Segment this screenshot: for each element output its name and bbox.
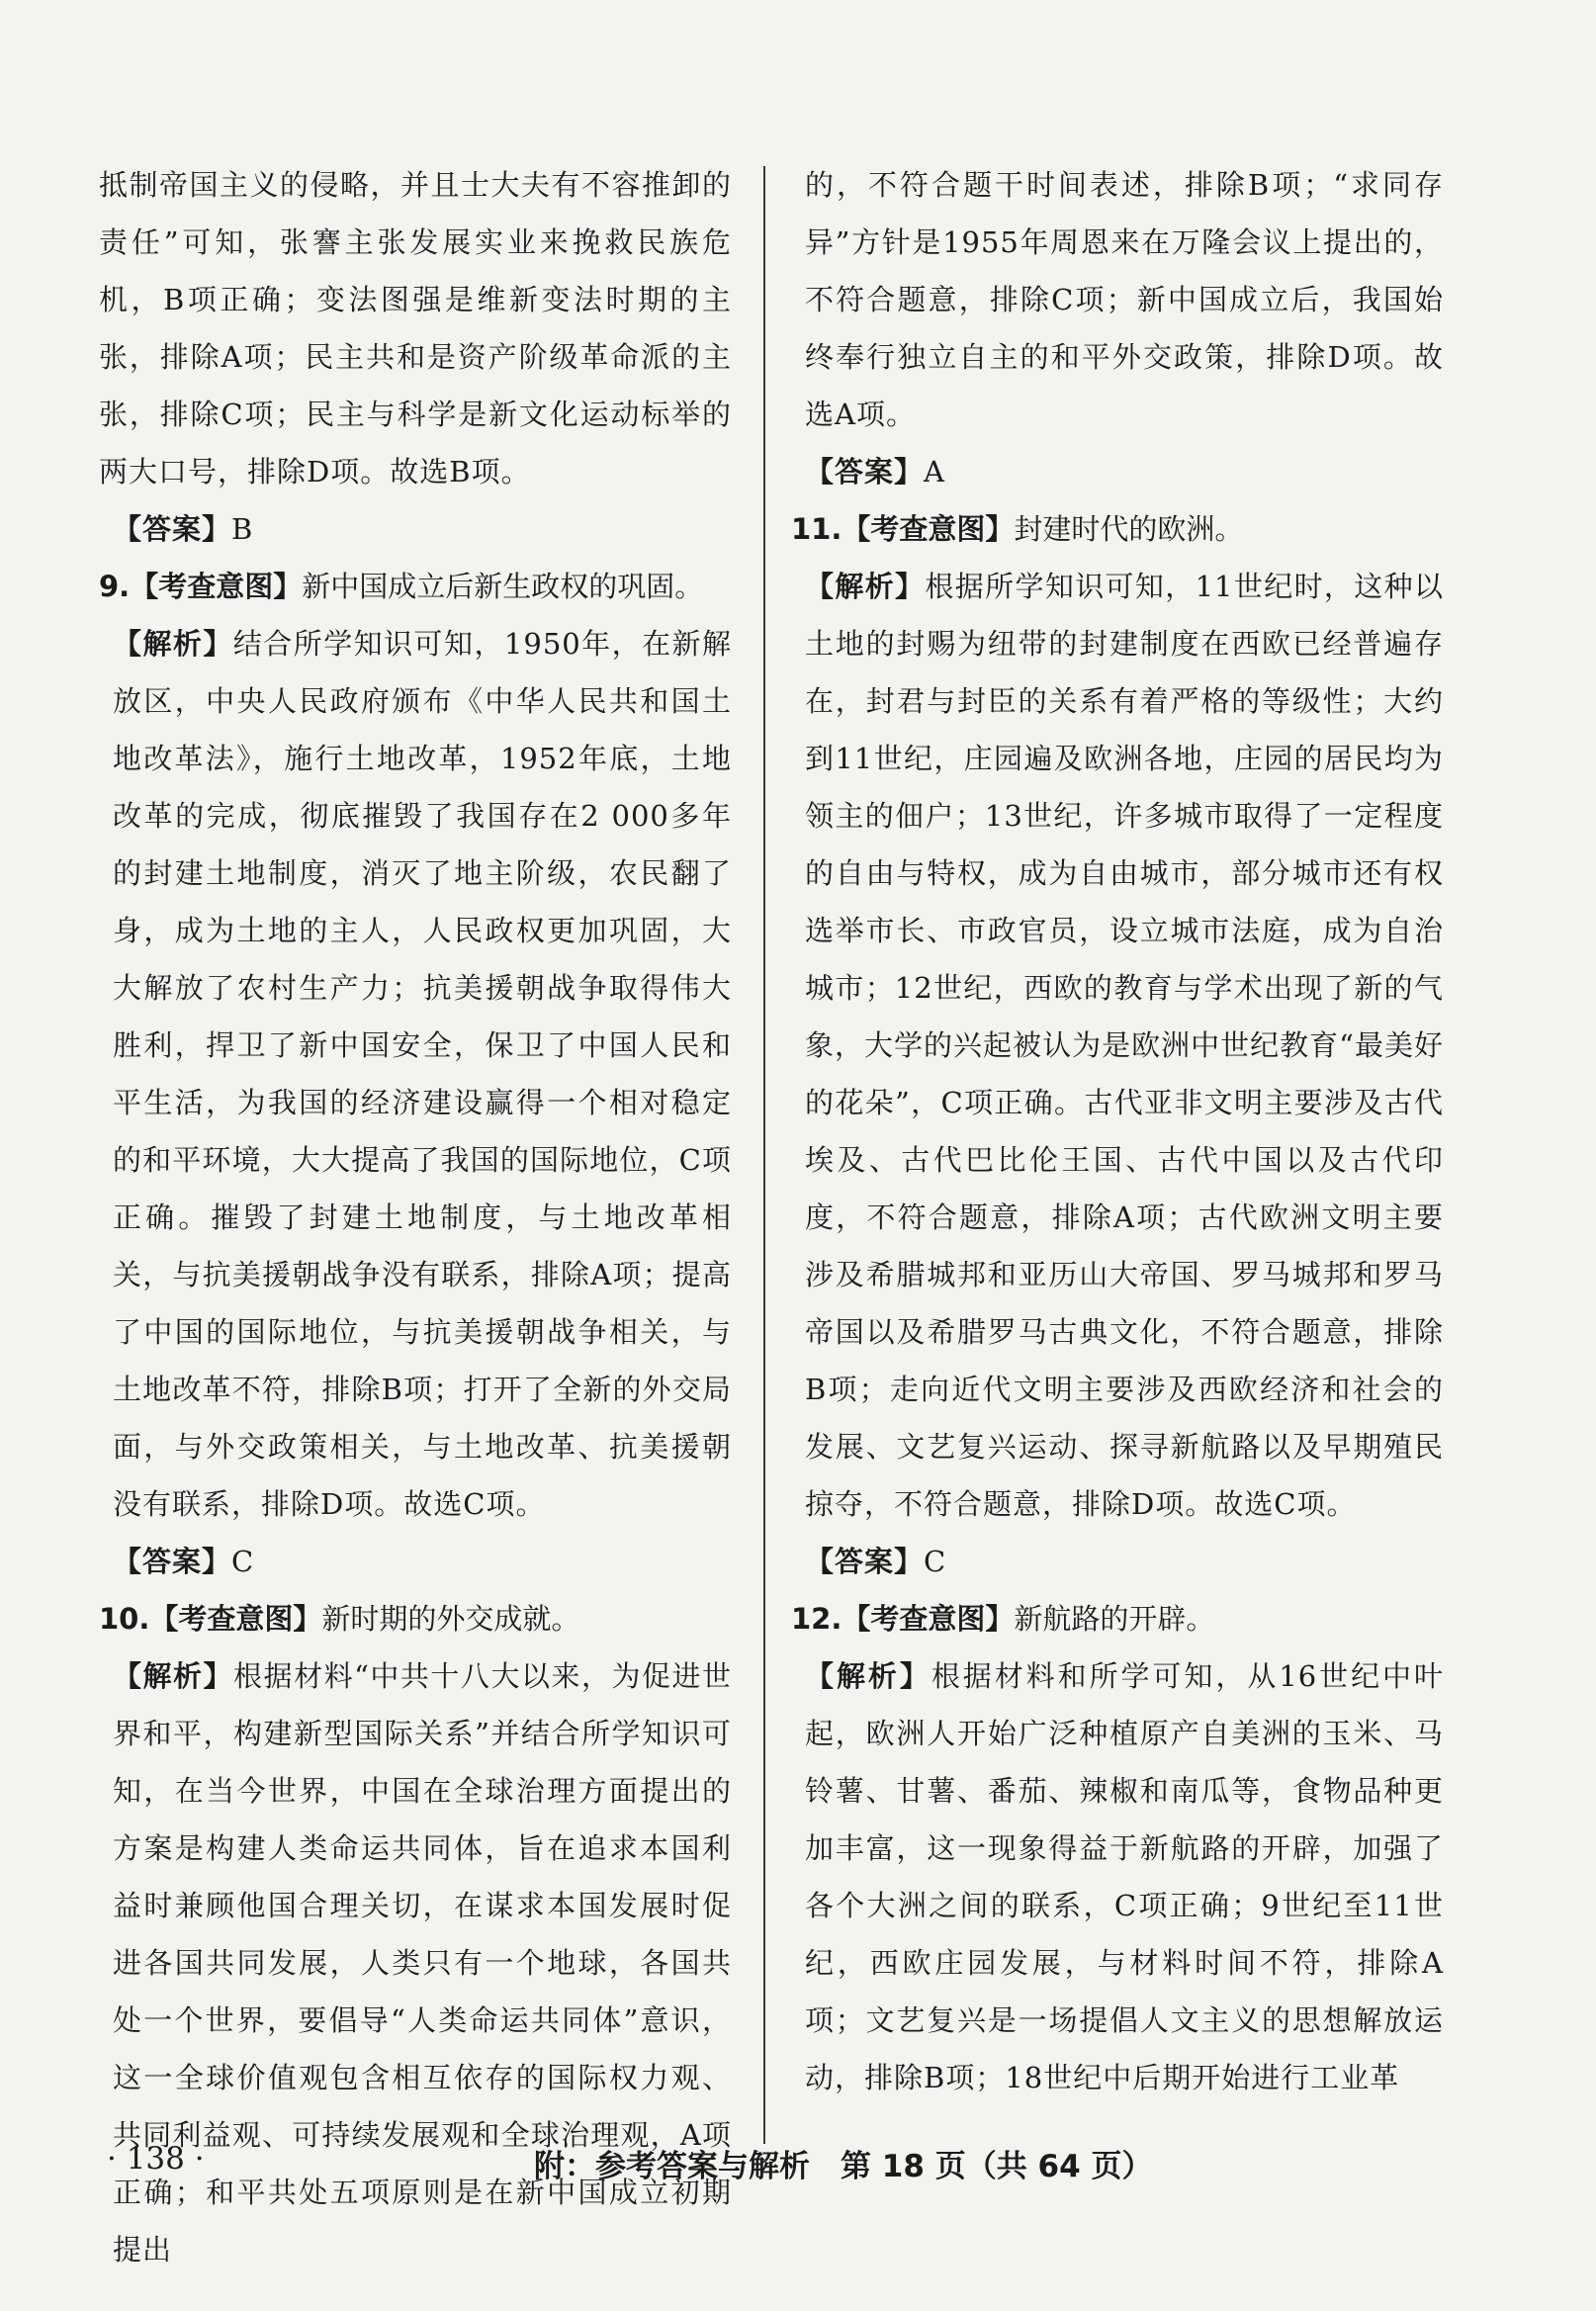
page-footer bbox=[0, 2141, 1596, 2200]
intent-label: 【考查意图】 bbox=[842, 512, 1015, 546]
answer-value: C bbox=[231, 1545, 255, 1578]
left-column bbox=[99, 156, 732, 2278]
analysis-label: 【解析】 bbox=[805, 1659, 931, 1693]
answer-label: 【答案】 bbox=[113, 1545, 232, 1578]
question-11-header bbox=[791, 500, 1444, 558]
question-9-header bbox=[99, 558, 732, 615]
answer-value: C bbox=[924, 1545, 947, 1578]
question-9-analysis bbox=[99, 615, 732, 1533]
answer-label: 【答案】 bbox=[805, 455, 925, 489]
answer-9 bbox=[99, 1533, 732, 1590]
question-12-header bbox=[791, 1590, 1444, 1647]
column-divider bbox=[763, 166, 765, 2144]
analysis-text: 结合所学知识可知，1950年，在新解放区，中央人民政府颁布《中华人民共和国土地改革法》，施行土地改革，1952年底，土地改革的完成，彻底摧毁了我国存在2 000多年的封建土地制度，消灭了地主阶级，农民翻了身，成为土地的主人，人民政权更加巩固，大大解放了农村生产力；抗美援朝战争取得伟大胜利，捍卫了新中国安全，保卫了中国人民和平生活，为我国的经济建设赢得一个相对稳定的和平环境，大大提高了我国的国际地位，C项正确。摧毁了封建土地制度，与土地改革相关，与抗美援朝战争没有联系，排除A项；提高了中国的国际地位，与抗美援朝战争相关，与土地改革不符，排除B项；打开了全新的外交局面，与外交政策相关，与土地改革、抗美援朝没有联系，排除D项。故选C项。 bbox=[113, 627, 732, 1521]
analysis-label: 【解析】 bbox=[113, 627, 233, 661]
question-11-analysis bbox=[791, 558, 1444, 1533]
answer-label: 【答案】 bbox=[113, 512, 232, 546]
question-number: 11. bbox=[791, 512, 842, 546]
question-12-analysis bbox=[791, 1647, 1444, 2106]
intent-text: 新中国成立后新生政权的巩固。 bbox=[302, 570, 704, 603]
intent-text: 封建时代的欧洲。 bbox=[1014, 512, 1244, 546]
paragraph-continued: 抵制帝国主义的侵略，并且士大夫有不容推卸的责任”可知，张謇主张发展实业来挽救民族危机，B项正确；变法图强是维新变法时期的主张，排除A项；民主共和是资产阶级革命派的主张，排除C项；民主与科学是新文化运动标举的两大口号，排除D项。故选B项。 bbox=[99, 168, 732, 489]
answer-11 bbox=[791, 1533, 1444, 1590]
intent-label: 【考查意图】 bbox=[842, 1602, 1015, 1636]
question-number: 10. bbox=[99, 1602, 150, 1636]
analysis-text: 根据所学知识可知，11世纪时，这种以土地的封赐为纽带的封建制度在西欧已经普遍存在，封君与封臣的关系有着严格的等级性；大约到11世纪，庄园遍及欧洲各地，庄园的居民均为领主的佃户；13世纪，许多城市取得了一定程度的自由与特权，成为自由城市，部分城市还有权选举市长、市政官员，设立城市法庭，成为自治城市；12世纪，西欧的教育与学术出现了新的气象，大学的兴起被认为是欧洲中世纪教育“最美好的花朵”，C项正确。古代亚非文明主要涉及古代埃及、古代巴比伦王国、古代中国以及古代印度，不符合题意，排除A项；古代欧洲文明主要涉及希腊城邦和亚历山大帝国、罗马城邦和罗马帝国以及希腊罗马古典文化，不符合题意，排除B项；走向近代文明主要涉及西欧经济和社会的发展、文艺复兴运动、探寻新航路以及早期殖民掠夺，不符合题意，排除D项。故选C项。 bbox=[805, 570, 1444, 1521]
right-column bbox=[791, 156, 1444, 2106]
page-number: · 138 · bbox=[107, 2141, 205, 2177]
analysis-label: 【解析】 bbox=[805, 570, 926, 603]
paragraph-continued: 的，不符合题干时间表述，排除B项；“求同存异”方针是1955年周恩来在万隆会议上提出的，不符合题意，排除C项；新中国成立后，我国始终奉行独立自主的和平外交政策，排除D项。故选A项。 bbox=[805, 168, 1444, 431]
footer-title: 附：参考答案与解析 第 18 页（共 64 页） bbox=[534, 2149, 1153, 2184]
analysis-text: 根据材料“中共十八大以来，为促进世界和平，构建新型国际关系”并结合所学知识可知，在当今世界，中国在全球治理方面提出的方案是构建人类命运共同体，旨在追求本国利益时兼顾他国合理关切，在谋求本国发展时促进各国共同发展，人类只有一个地球，各国共处一个世界，要倡导“人类命运共同体”意识，这一全球价值观包含相互依存的国际权力观、共同利益观、可持续发展观和全球治理观，A项正确；和平共处五项原则是在新中国成立初期提出 bbox=[113, 1659, 732, 2267]
question-10-header bbox=[99, 1590, 732, 1647]
question-number: 9. bbox=[99, 570, 131, 603]
answer-8 bbox=[99, 500, 732, 558]
question-number: 12. bbox=[791, 1602, 842, 1636]
intent-label: 【考查意图】 bbox=[149, 1602, 322, 1636]
analysis-text: 根据材料和所学可知，从16世纪中叶起，欧洲人开始广泛种植原产自美洲的玉米、马铃薯、甘薯、番茄、辣椒和南瓜等，食物品种更加丰富，这一现象得益于新航路的开辟，加强了各个大洲之间的联系，C项正确；9世纪至11世纪，西欧庄园发展，与材料时间不符，排除A项；文艺复兴是一场提倡人文主义的思想解放运动，排除B项；18世纪中后期开始进行工业革 bbox=[805, 1659, 1444, 2094]
intent-text: 新航路的开辟。 bbox=[1014, 1602, 1215, 1636]
analysis-label: 【解析】 bbox=[113, 1659, 234, 1693]
answer-value: A bbox=[924, 455, 945, 489]
intent-label: 【考查意图】 bbox=[130, 570, 303, 603]
intent-text: 新时期的外交成就。 bbox=[321, 1602, 580, 1636]
answer-value: B bbox=[231, 512, 254, 546]
answer-10 bbox=[791, 443, 1444, 500]
answer-label: 【答案】 bbox=[805, 1545, 925, 1578]
